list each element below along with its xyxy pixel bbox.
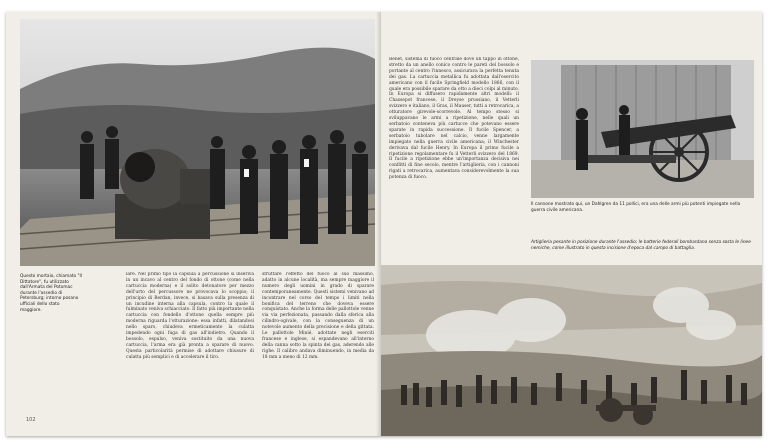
mortar-photo	[20, 19, 375, 266]
left-page	[6, 12, 382, 436]
mortar-photo-image	[20, 19, 375, 266]
left-page-number: 102	[26, 417, 36, 423]
right-text-column: Benét, sistema di fuoco centrale dove un tappo in ottone, stretto da un anello conico contro le pareti del bossolo e portante al centro l'innesco, assicurava la perfetta tenuta dei gas. La cartuccia metallica fu adottata dall'esercito americano con il fucile Springfield modello 1866, con il quale era possibile sparare da otto a dieci colpi al minuto. In Europa si diffusero rapidamente altri modelli: il Chassepot francese, il Dreyse prussiano, il Vetterli svizzero e italiano, il Gras, il Mauser, tutti a retrocarica, a otturatore girevole-scorrevole. Al tempo stesso si sviluppavano le armi a ripetizione, nelle quali un serbatoio conteneva più cartucce che potevano essere sparate in rapida successione. Il fucile Spencer, a serbatoio tubolare nel calcio, venne largamente impiegato nella guerra civile americana; il Winchester derivava dal fucile Henry. In Europa il primo fucile a ripetizione regolamentare fu il Vetterli svizzero del 1869. Il fucile a ripetizione ebbe un'importanza decisiva nei conflitti di fine secolo, mentre l'artiglieria, con i cannoni rigati a retrocarica, aumentava considerevolmente la sua potenza di fuoco.	[389, 57, 519, 181]
open-book	[6, 12, 762, 436]
battle-engraving-image	[381, 265, 762, 436]
cannon-photo-caption: Il cannone mostrato qui, un Dahlgren da 11 pollici, era una delle armi più potenti impiegate nella guerra civile americana.	[531, 202, 741, 213]
left-text-column-2: sfruttare l'effetto del fuoco al suo massimo, adatto in alcune località, ma sempre maggiore il numero degli uomini in grado di sparare contemporaneamente. Questi sistemi venivano ad incontrare nel corso del tempo i limiti nella bonifica del terreno che doveva essere conquistato. Anche la forma delle pallottole venne via via perfezionata, passando dalla sferica alla cilindro-ogivale, con la conseguenza di un notevole aumento della precisione e della gittata. Le pallottole Minié, adottate negli eserciti francese e inglese, si espandevano all'interno della canna sotto la spinta dei gas, aderendo alle righe. Il calibro andava diminuendo, in media da 18 mm a meno di 12 mm.	[262, 272, 374, 360]
right-page	[381, 12, 762, 436]
engraving-caption: Artiglieria pesante in posizione durante l'assedio; le batterie federali bombardano senza sosta le linee nemiche, come illustrato in questa incisione d'epoca dal campo di battaglia.	[531, 240, 751, 251]
cannon-photo	[531, 60, 754, 198]
battle-engraving	[381, 265, 762, 436]
left-text-column-1: lare. Nel primo tipo la capsula a percussione si inseriva in un incavo al centro del fondo di ottone (come nella cartuccia moderna) e il solito detonatore per mezzo dell'urto del percussore ne provocava lo scoppio; il principio di Berdan, invece, si basava sulla presenza di un incudine interna alla capsula, contro la quale il fulminato veniva schiacciato. Il fatto più importante nella cartuccia con fondello d'ottone quella sempre più moderna riguarda l'otturazione: essa infatti, dilatandosi nello sparo, chiudeva ermeticamente la culatta impedendo ogni fuga di gas all'indietro. Quando il bossolo, espulso, veniva sostituito da una nuova cartuccia, l'arma era già pronta a sparare di nuovo. Questa particolarità permise di adottare chiusure di culatta più semplici e di accelerare il tiro.	[126, 272, 254, 360]
cannon-photo-image	[531, 60, 754, 198]
mortar-photo-caption: Questo mortaio, chiamato "Il Dittatore", fu utilizzato dall'Armata del Potomac durante l'assedio di Petersburg; intorno posano ufficiali dello stato maggiore.	[20, 274, 82, 313]
